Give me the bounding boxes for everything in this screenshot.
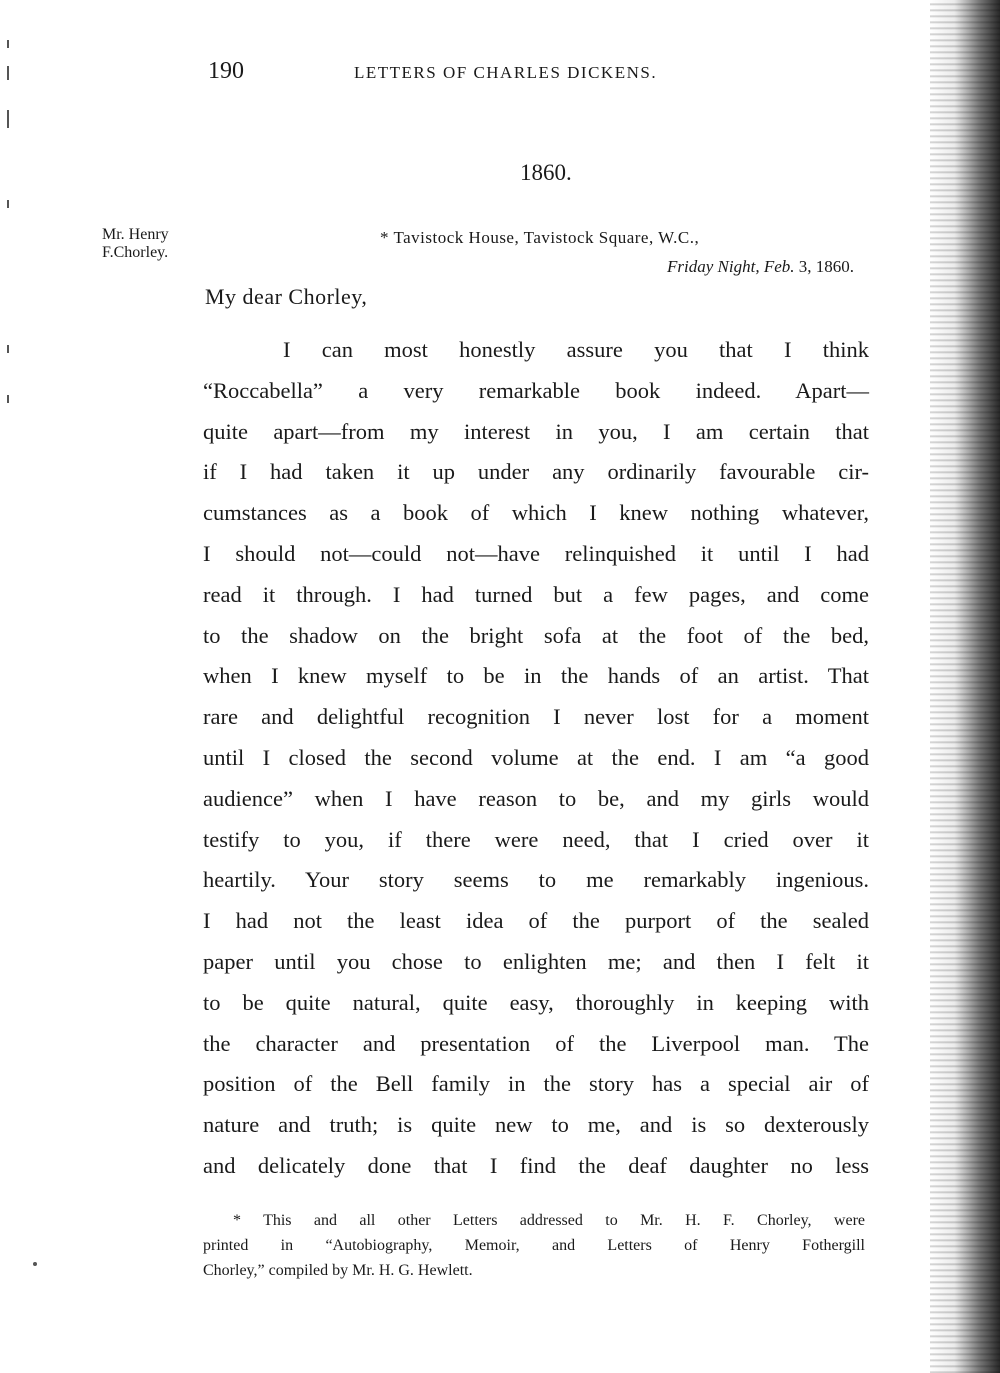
gutter-scan-marks (0, 0, 22, 1373)
scan-mark (7, 66, 9, 80)
body-line: audience” when I have reason to be, and my girls would (203, 785, 869, 811)
body-line: nature and truth; is quite new to me, and is so dexterously (203, 1112, 869, 1138)
page-number: 190 (208, 58, 244, 84)
scan-mark (7, 395, 9, 403)
body-line: if I had taken it up under any ordinarily favourable cir- (203, 459, 869, 485)
scan-mark (7, 200, 9, 208)
letter-salutation: My dear Chorley, (205, 284, 368, 309)
scan-mark (7, 110, 9, 128)
body-line: to be quite natural, quite easy, thoroughly in keeping with (203, 989, 869, 1015)
footnote-line: Chorley,” compiled by Mr. H. G. Hewlett. (203, 1262, 473, 1279)
body-line: and delicately done that I find the deaf daughter no less (203, 1152, 869, 1178)
letter-date-year: 3, 1860. (794, 257, 854, 276)
margin-note (102, 226, 169, 262)
running-head (208, 58, 840, 92)
letter-date-day: Friday Night, Feb. (667, 257, 795, 276)
body-line: position of the Bell family in the story has a special air of (203, 1071, 869, 1097)
body-line: testify to you, if there were need, that I cried over it (203, 826, 869, 852)
book-title: LETTERS OF CHARLES DICKENS. (354, 63, 658, 82)
year-heading: 1860. (520, 160, 572, 185)
body-line: when I knew myself to be in the hands of an artist. That (203, 663, 869, 689)
body-line: paper until you chose to enlighten me; and then I felt it (203, 948, 869, 974)
body-line: read it through. I had turned but a few pages, and come (203, 581, 869, 607)
body-line: cumstances as a book of which I knew nothing whatever, (203, 500, 869, 526)
margin-note-line: F.Chorley. (102, 244, 169, 261)
scan-mark (7, 40, 9, 48)
body-line: to the shadow on the bright sofa at the foot of the bed, (203, 622, 869, 648)
body-line: I should not—could not—have relinquished it until I had (203, 540, 869, 566)
body-line: I had not the least idea of the purport of the sealed (203, 908, 869, 934)
body-line: heartily. Your story seems to me remarkably ingenious. (203, 867, 869, 893)
body-line: “Roccabella” a very remarkable book indeed. Apart— (203, 377, 869, 403)
footnote-line: * This and all other Letters addressed to Mr. H. F. Chorley, were (233, 1212, 865, 1229)
book-page-edge (930, 0, 1000, 1373)
margin-note-line: Mr. Henry (102, 226, 169, 243)
body-line: rare and delightful recognition I never lost for a moment (203, 704, 869, 730)
letter-date (667, 257, 854, 277)
scan-mark (7, 345, 9, 353)
footnote (203, 1208, 865, 1283)
footnote-line: printed in “Autobiography, Memoir, and Letters of Henry Fothergill (203, 1237, 865, 1254)
body-line: I can most honestly assure you that I think (283, 337, 869, 362)
letter-address: * Tavistock House, Tavistock Square, W.C., (380, 228, 700, 247)
letter-body (203, 330, 869, 1187)
scan-mark (33, 1262, 37, 1266)
body-line: until I closed the second volume at the end. I am “a good (203, 744, 869, 770)
body-line: the character and presentation of the Liverpool man. The (203, 1030, 869, 1056)
body-line: quite apart—from my interest in you, I am certain that (203, 418, 869, 444)
